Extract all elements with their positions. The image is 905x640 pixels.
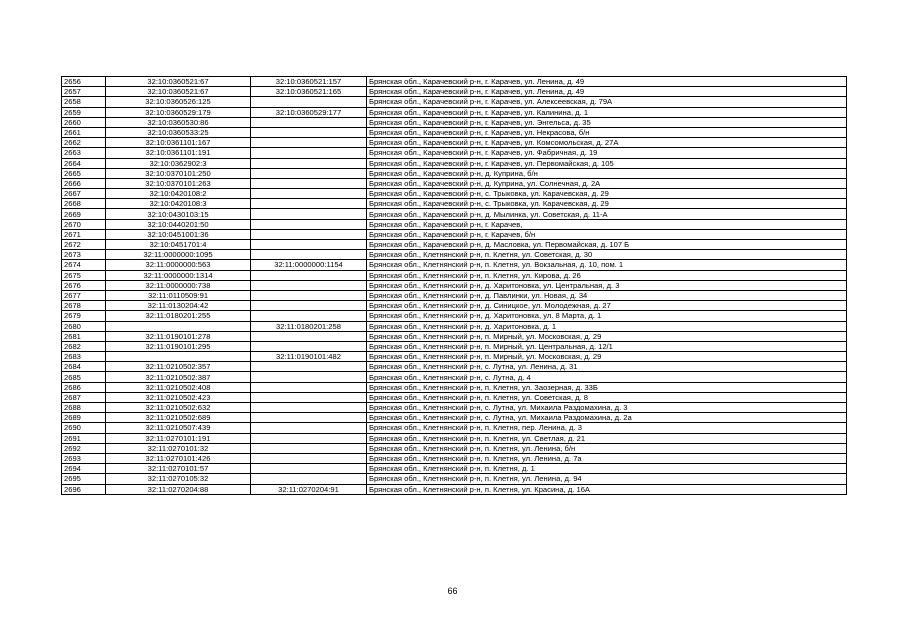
related-cadastral-number-cell	[251, 464, 367, 474]
table-row	[62, 413, 847, 423]
row-number-cell: 2679	[62, 311, 106, 321]
address-cell: Брянская обл., Клетнянский р-н, п. Мирный, ул. Центральная, д. 12/1	[367, 341, 847, 351]
address-cell: Брянская обл., Клетнянский р-н, п. Клетня, ул. Красина, д. 16А	[367, 484, 847, 494]
row-number-cell: 2681	[62, 331, 106, 341]
row-number-cell: 2691	[62, 433, 106, 443]
cadastral-number-cell: 32:11:0270101:57	[106, 464, 251, 474]
address-cell: Брянская обл., Карачевский р-н, г. Карачев, б/н	[367, 229, 847, 239]
related-cadastral-number-cell	[251, 331, 367, 341]
cadastral-number-cell: 32:11:0210507:439	[106, 423, 251, 433]
table-row	[62, 240, 847, 250]
row-number-cell: 2693	[62, 453, 106, 463]
row-number-cell: 2694	[62, 464, 106, 474]
related-cadastral-number-cell	[251, 97, 367, 107]
address-cell: Брянская обл., Карачевский р-н, д. Мылинка, ул. Советская, д. 11-А	[367, 209, 847, 219]
row-number-cell: 2686	[62, 382, 106, 392]
related-cadastral-number-cell	[251, 138, 367, 148]
table-row	[62, 148, 847, 158]
table-row	[62, 219, 847, 229]
row-number-cell: 2695	[62, 474, 106, 484]
related-cadastral-number-cell: 32:11:0000000:1154	[251, 260, 367, 270]
table-row	[62, 311, 847, 321]
cadastral-number-cell: 32:10:0360521:67	[106, 77, 251, 87]
row-number-cell: 2669	[62, 209, 106, 219]
address-cell: Брянская обл., Карачевский р-н, г. Карачев,	[367, 219, 847, 229]
related-cadastral-number-cell: 32:11:0270204:91	[251, 484, 367, 494]
row-number-cell: 2668	[62, 199, 106, 209]
address-cell: Брянская обл., Клетнянский р-н, д. Павлинки, ул. Новая, д. 34	[367, 290, 847, 300]
row-number-cell: 2672	[62, 240, 106, 250]
related-cadastral-number-cell	[251, 301, 367, 311]
cadastral-number-cell: 32:10:0360521:67	[106, 87, 251, 97]
cadastral-number-cell: 32:10:0430103:15	[106, 209, 251, 219]
cadastral-number-cell: 32:10:0451001:36	[106, 229, 251, 239]
related-cadastral-number-cell	[251, 250, 367, 260]
address-cell: Брянская обл., Карачевский р-н, г. Карачев, ул. Энгельса, д. 35	[367, 117, 847, 127]
address-cell: Брянская обл., Карачевский р-н, г. Карачев, ул. Фабричная, д. 19	[367, 148, 847, 158]
cadastral-number-cell: 32:11:0210502:632	[106, 403, 251, 413]
row-number-cell: 2667	[62, 189, 106, 199]
related-cadastral-number-cell	[251, 148, 367, 158]
cadastral-number-cell: 32:11:0210502:387	[106, 372, 251, 382]
cadastral-number-cell: 32:11:0000000:738	[106, 280, 251, 290]
related-cadastral-number-cell	[251, 168, 367, 178]
related-cadastral-number-cell	[251, 392, 367, 402]
table-row	[62, 321, 847, 331]
cadastral-number-cell: 32:11:0210502:357	[106, 362, 251, 372]
address-cell: Брянская обл., Карачевский р-н, г. Карачев, ул. Первомайская, д. 105	[367, 158, 847, 168]
address-cell: Брянская обл., Клетнянский р-н, п. Клетня, ул. Вокзальная, д. 10, пом. 1	[367, 260, 847, 270]
table-row	[62, 178, 847, 188]
address-cell: Брянская обл., Карачевский р-н, г. Карачев, ул. Алексеевская, д. 79А	[367, 97, 847, 107]
table-row	[62, 352, 847, 362]
row-number-cell: 2675	[62, 270, 106, 280]
address-cell: Брянская обл., Клетнянский р-н, п. Клетня, ул. Советская, д. 30	[367, 250, 847, 260]
address-cell: Брянская обл., Клетнянский р-н, д. Синицкое, ул. Молодежная, д. 27	[367, 301, 847, 311]
table-row	[62, 107, 847, 117]
address-cell: Брянская обл., Карачевский р-н, г. Карачев, ул. Ленина, д. 49	[367, 87, 847, 97]
row-number-cell: 2684	[62, 362, 106, 372]
address-cell: Брянская обл., Клетнянский р-н, п. Клетня, ул. Ленина, б/н	[367, 443, 847, 453]
row-number-cell: 2663	[62, 148, 106, 158]
related-cadastral-number-cell	[251, 209, 367, 219]
cadastral-number-cell: 32:10:0420108:3	[106, 199, 251, 209]
related-cadastral-number-cell	[251, 443, 367, 453]
cadastral-number-cell: 32:10:0361101:191	[106, 148, 251, 158]
row-number-cell: 2696	[62, 484, 106, 494]
related-cadastral-number-cell: 32:10:0360521:157	[251, 77, 367, 87]
address-cell: Брянская обл., Клетнянский р-н, п. Мирный, ул. Московская, д. 29	[367, 331, 847, 341]
row-number-cell: 2690	[62, 423, 106, 433]
row-number-cell: 2692	[62, 443, 106, 453]
table-row	[62, 138, 847, 148]
cadastral-number-cell	[106, 321, 251, 331]
table-row	[62, 250, 847, 260]
cadastral-number-cell: 32:11:0210502:689	[106, 413, 251, 423]
table-row	[62, 484, 847, 494]
table-row	[62, 331, 847, 341]
cadastral-number-cell	[106, 352, 251, 362]
cadastral-number-cell: 32:11:0270101:32	[106, 443, 251, 453]
row-number-cell: 2677	[62, 290, 106, 300]
related-cadastral-number-cell	[251, 219, 367, 229]
table-row	[62, 392, 847, 402]
related-cadastral-number-cell	[251, 199, 367, 209]
related-cadastral-number-cell	[251, 372, 367, 382]
related-cadastral-number-cell	[251, 178, 367, 188]
table-row	[62, 77, 847, 87]
related-cadastral-number-cell	[251, 382, 367, 392]
address-cell: Брянская обл., Клетнянский р-н, д. Харитоновка, ул. 8 Марта, д. 1	[367, 311, 847, 321]
table-row	[62, 280, 847, 290]
cadastral-number-cell: 32:10:0370101:250	[106, 168, 251, 178]
address-cell: Брянская обл., Карачевский р-н, г. Карачев, ул. Ленина, д. 49	[367, 77, 847, 87]
related-cadastral-number-cell	[251, 229, 367, 239]
cadastral-number-cell: 32:11:0110509:91	[106, 290, 251, 300]
related-cadastral-number-cell: 32:11:0190101:482	[251, 352, 367, 362]
related-cadastral-number-cell	[251, 403, 367, 413]
row-number-cell: 2680	[62, 321, 106, 331]
cadastral-number-cell: 32:10:0440201:50	[106, 219, 251, 229]
related-cadastral-number-cell	[251, 423, 367, 433]
cadastral-number-cell: 32:10:0420108:2	[106, 189, 251, 199]
table-row	[62, 87, 847, 97]
address-cell: Брянская обл., Клетнянский р-н, п. Клетня, ул. Ленина, д. 7а	[367, 453, 847, 463]
cadastral-number-cell: 32:11:0000000:1314	[106, 270, 251, 280]
table-row	[62, 362, 847, 372]
cadastral-number-cell: 32:10:0360529:179	[106, 107, 251, 117]
cadastral-number-cell: 32:11:0180201:255	[106, 311, 251, 321]
page-number: 66	[447, 586, 458, 596]
address-cell: Брянская обл., Карачевский р-н, г. Карачев, ул. Калинина, д. 1	[367, 107, 847, 117]
table-row	[62, 464, 847, 474]
address-cell: Брянская обл., Клетнянский р-н, с. Лутна, ул. Михаила Раздомахина, д. 2а	[367, 413, 847, 423]
cadastral-number-cell: 32:10:0360526:125	[106, 97, 251, 107]
row-number-cell: 2683	[62, 352, 106, 362]
table-row	[62, 474, 847, 484]
related-cadastral-number-cell	[251, 280, 367, 290]
table-row	[62, 433, 847, 443]
table-row	[62, 229, 847, 239]
table-row	[62, 189, 847, 199]
table-row	[62, 341, 847, 351]
register-table	[61, 76, 847, 495]
address-cell: Брянская обл., Карачевский р-н, г. Карачев, ул. Комсомольская, д. 27А	[367, 138, 847, 148]
row-number-cell: 2670	[62, 219, 106, 229]
address-cell: Брянская обл., Клетнянский р-н, п. Клетня, д. 1	[367, 464, 847, 474]
row-number-cell: 2689	[62, 413, 106, 423]
related-cadastral-number-cell: 32:11:0180201:258	[251, 321, 367, 331]
row-number-cell: 2666	[62, 178, 106, 188]
cadastral-number-cell: 32:11:0130204:42	[106, 301, 251, 311]
table-row	[62, 443, 847, 453]
row-number-cell: 2659	[62, 107, 106, 117]
table-row	[62, 209, 847, 219]
table-row	[62, 127, 847, 137]
related-cadastral-number-cell	[251, 433, 367, 443]
cadastral-number-cell: 32:10:0451701:4	[106, 240, 251, 250]
cadastral-number-cell: 32:11:0190101:278	[106, 331, 251, 341]
table-row	[62, 403, 847, 413]
address-cell: Брянская обл., Клетнянский р-н, п. Мирный, ул. Московская, д. 29	[367, 352, 847, 362]
row-number-cell: 2671	[62, 229, 106, 239]
address-cell: Брянская обл., Клетнянский р-н, п. Клетня, ул. Кирова, д. 26	[367, 270, 847, 280]
related-cadastral-number-cell	[251, 270, 367, 280]
address-cell: Брянская обл., Карачевский р-н, д. Масловка, ул. Первомайская, д. 107 Б	[367, 240, 847, 250]
row-number-cell: 2658	[62, 97, 106, 107]
row-number-cell: 2688	[62, 403, 106, 413]
table-row	[62, 372, 847, 382]
related-cadastral-number-cell	[251, 311, 367, 321]
cadastral-number-cell: 32:11:0210502:408	[106, 382, 251, 392]
row-number-cell: 2676	[62, 280, 106, 290]
related-cadastral-number-cell: 32:10:0360529:177	[251, 107, 367, 117]
cadastral-number-cell: 32:11:0270101:191	[106, 433, 251, 443]
related-cadastral-number-cell	[251, 290, 367, 300]
table-row	[62, 117, 847, 127]
related-cadastral-number-cell: 32:10:0360521:165	[251, 87, 367, 97]
address-cell: Брянская обл., Клетнянский р-н, п. Клетня, ул. Заозерная, д. 33Б	[367, 382, 847, 392]
table-row	[62, 453, 847, 463]
address-cell: Брянская обл., Клетнянский р-н, с. Лутна, д. 4	[367, 372, 847, 382]
address-cell: Брянская обл., Клетнянский р-н, д. Харитоновка, ул. Центральная, д. 3	[367, 280, 847, 290]
address-cell: Брянская обл., Клетнянский р-н, п. Клетня, ул. Светлая, д. 21	[367, 433, 847, 443]
cadastral-number-cell: 32:11:0270101:426	[106, 453, 251, 463]
related-cadastral-number-cell	[251, 117, 367, 127]
cadastral-number-cell: 32:11:0270204:88	[106, 484, 251, 494]
row-number-cell: 2656	[62, 77, 106, 87]
cadastral-number-cell: 32:10:0361101:167	[106, 138, 251, 148]
related-cadastral-number-cell	[251, 341, 367, 351]
table-row	[62, 158, 847, 168]
address-cell: Брянская обл., Карачевский р-н, с. Трыковка, ул. Карачевская, д. 29	[367, 189, 847, 199]
row-number-cell: 2673	[62, 250, 106, 260]
related-cadastral-number-cell	[251, 453, 367, 463]
row-number-cell: 2674	[62, 260, 106, 270]
related-cadastral-number-cell	[251, 158, 367, 168]
table-row	[62, 270, 847, 280]
address-cell: Брянская обл., Карачевский р-н, с. Трыковка, ул. Карачевская, д. 29	[367, 199, 847, 209]
address-cell: Брянская обл., Клетнянский р-н, с. Лутна, ул. Ленина, д. 31	[367, 362, 847, 372]
row-number-cell: 2682	[62, 341, 106, 351]
table-row	[62, 382, 847, 392]
row-number-cell: 2678	[62, 301, 106, 311]
address-cell: Брянская обл., Карачевский р-н, д. Куприна, ул. Солнечная, д. 2А	[367, 178, 847, 188]
address-cell: Брянская обл., Карачевский р-н, г. Карачев, ул. Некрасова, б/н	[367, 127, 847, 137]
cadastral-number-cell: 32:10:0360530:86	[106, 117, 251, 127]
related-cadastral-number-cell	[251, 240, 367, 250]
row-number-cell: 2661	[62, 127, 106, 137]
address-cell: Брянская обл., Клетнянский р-н, с. Лутна, ул. Михаила Раздомахина, д. 3	[367, 403, 847, 413]
cadastral-number-cell: 32:11:0190101:295	[106, 341, 251, 351]
register-table-body	[62, 77, 847, 495]
address-cell: Брянская обл., Клетнянский р-н, д. Харитоновка, д. 1	[367, 321, 847, 331]
related-cadastral-number-cell	[251, 362, 367, 372]
row-number-cell: 2657	[62, 87, 106, 97]
related-cadastral-number-cell	[251, 474, 367, 484]
table-row	[62, 168, 847, 178]
address-cell: Брянская обл., Клетнянский р-н, п. Клетня, пер. Ленина, д. 3	[367, 423, 847, 433]
row-number-cell: 2685	[62, 372, 106, 382]
table-row	[62, 290, 847, 300]
row-number-cell: 2664	[62, 158, 106, 168]
cadastral-number-cell: 32:11:0000000:563	[106, 260, 251, 270]
table-row	[62, 423, 847, 433]
address-cell: Брянская обл., Клетнянский р-н, п. Клетня, ул. Ленина, д. 94	[367, 474, 847, 484]
cadastral-number-cell: 32:11:0270105:32	[106, 474, 251, 484]
related-cadastral-number-cell	[251, 127, 367, 137]
address-cell: Брянская обл., Карачевский р-н, д. Куприна, б/н	[367, 168, 847, 178]
cadastral-number-cell: 32:11:0210502:423	[106, 392, 251, 402]
row-number-cell: 2665	[62, 168, 106, 178]
cadastral-number-cell: 32:11:0000000:1095	[106, 250, 251, 260]
related-cadastral-number-cell	[251, 413, 367, 423]
table-row	[62, 199, 847, 209]
cadastral-number-cell: 32:10:0360533:25	[106, 127, 251, 137]
row-number-cell: 2687	[62, 392, 106, 402]
cadastral-number-cell: 32:10:0362902:3	[106, 158, 251, 168]
table-row	[62, 97, 847, 107]
cadastral-number-cell: 32:10:0370101:263	[106, 178, 251, 188]
table-row	[62, 260, 847, 270]
related-cadastral-number-cell	[251, 189, 367, 199]
address-cell: Брянская обл., Клетнянский р-н, п. Клетня, ул. Советская, д. 8	[367, 392, 847, 402]
row-number-cell: 2662	[62, 138, 106, 148]
table-row	[62, 301, 847, 311]
row-number-cell: 2660	[62, 117, 106, 127]
